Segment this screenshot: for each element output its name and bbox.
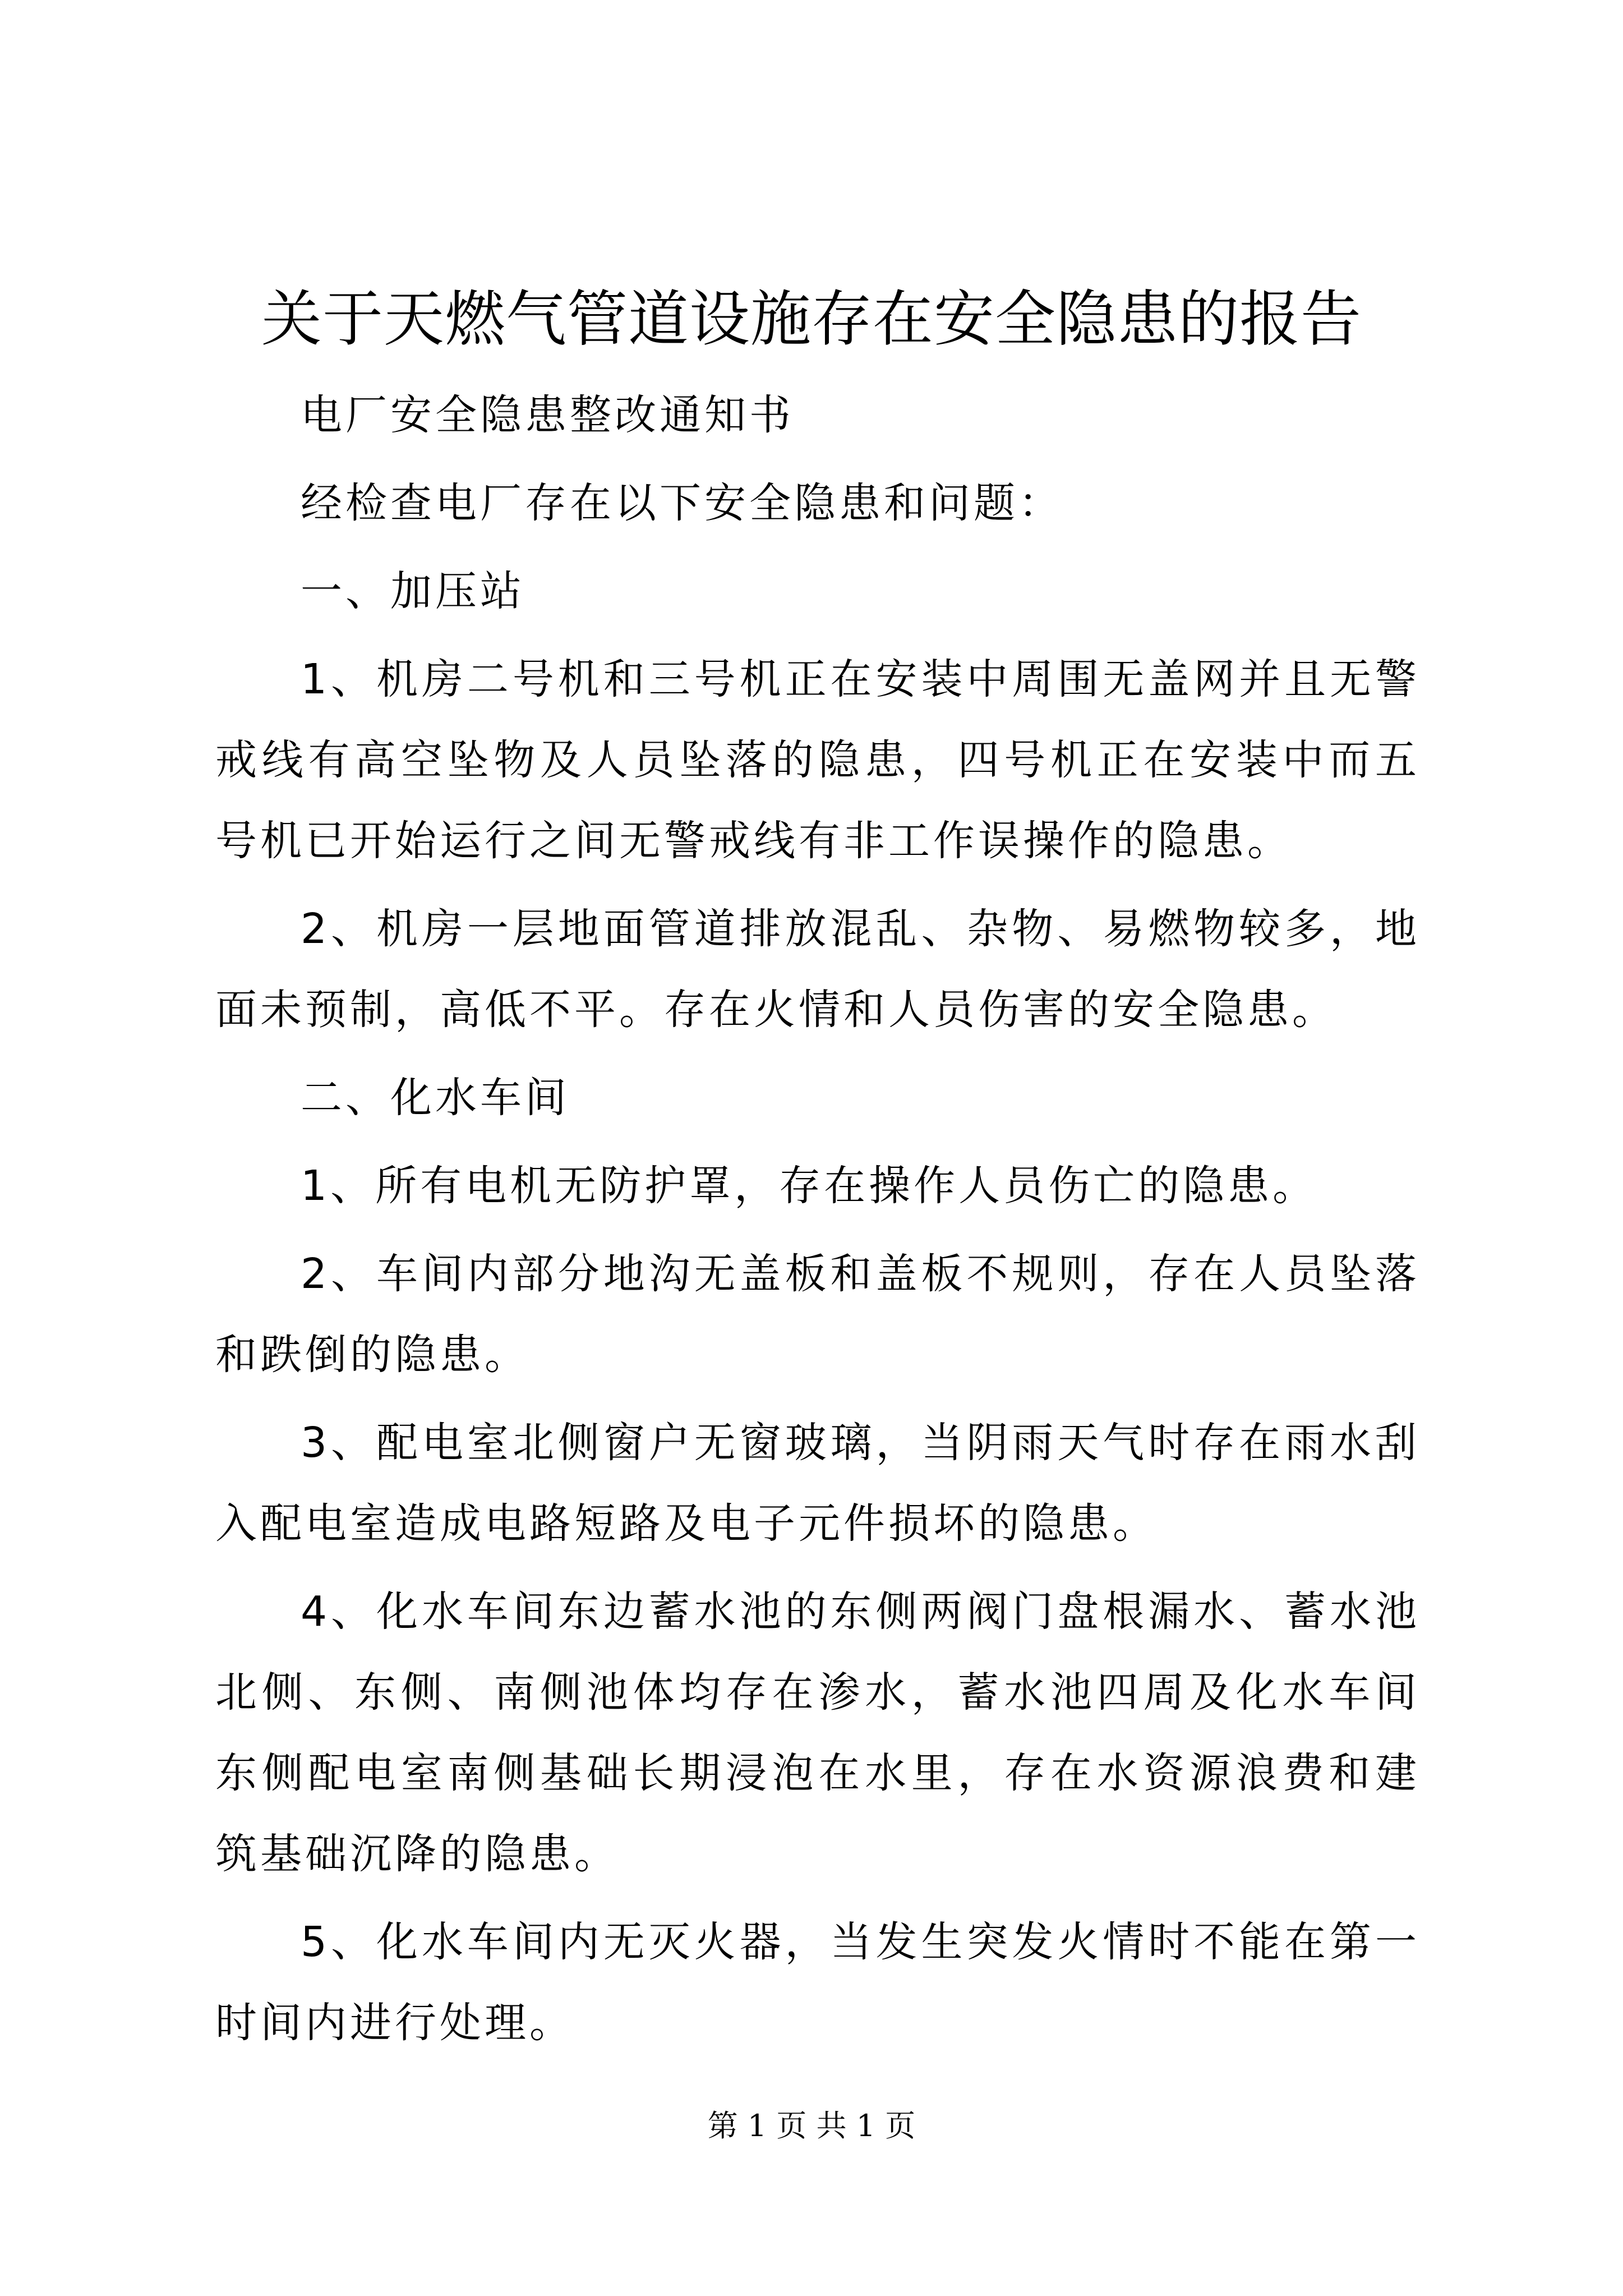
paragraph-intro: 经检查电厂存在以下安全隐患和问题： (301, 479, 1063, 527)
paragraph-item: 3、配电室北侧窗户无窗玻璃，当阴雨天气时存在雨水刮入配电室造成电路短路及电子元件损坏的隐患。 (215, 1419, 1420, 1548)
paragraph-item: 2、机房一层地面管道排放混乱、杂物、易燃物较多，地面未预制，高低不平。存在火情和人员伤害的安全隐患。 (215, 905, 1420, 1034)
paragraph-item: 4、化水车间东边蓄水池的东侧两阀门盘根漏水、蓄水池北侧、东侧、南侧池体均存在渗水，蓄水池四周及化水车间东侧配电室南侧基础长期浸泡在水里，存在水资源浪费和建筑基础沉降的隐患。 (215, 1588, 1420, 1878)
section-heading-water-treatment: 二、化水车间 (301, 1074, 570, 1122)
paragraph-item: 1、所有电机无防护罩，存在操作人员伤亡的隐患。 (301, 1162, 1318, 1210)
document-title: 关于天燃气管道设施存在安全隐患的报告 (261, 284, 1362, 355)
document-body (215, 375, 1420, 2070)
paragraph-item: 1、机房二号机和三号机正在安装中周围无盖网并且无警戒线有高空坠物及人员坠落的隐患，四号机正在安装中而五号机已开始运行之间无警戒线有非工作误操作的隐患。 (215, 655, 1420, 865)
paragraph-notice-heading: 电厂安全隐患整改通知书 (301, 391, 794, 439)
page-footer: 第 1 页 共 1 页 (707, 2108, 916, 2143)
paragraph-item: 2、车间内部分地沟无盖板和盖板不规则，存在人员坠落和跌倒的隐患。 (215, 1250, 1420, 1379)
section-heading-pressure-station: 一、加压站 (301, 567, 525, 615)
paragraph-item: 5、化水车间内无灭火器，当发生突发火情时不能在第一时间内进行处理。 (215, 1918, 1420, 2047)
